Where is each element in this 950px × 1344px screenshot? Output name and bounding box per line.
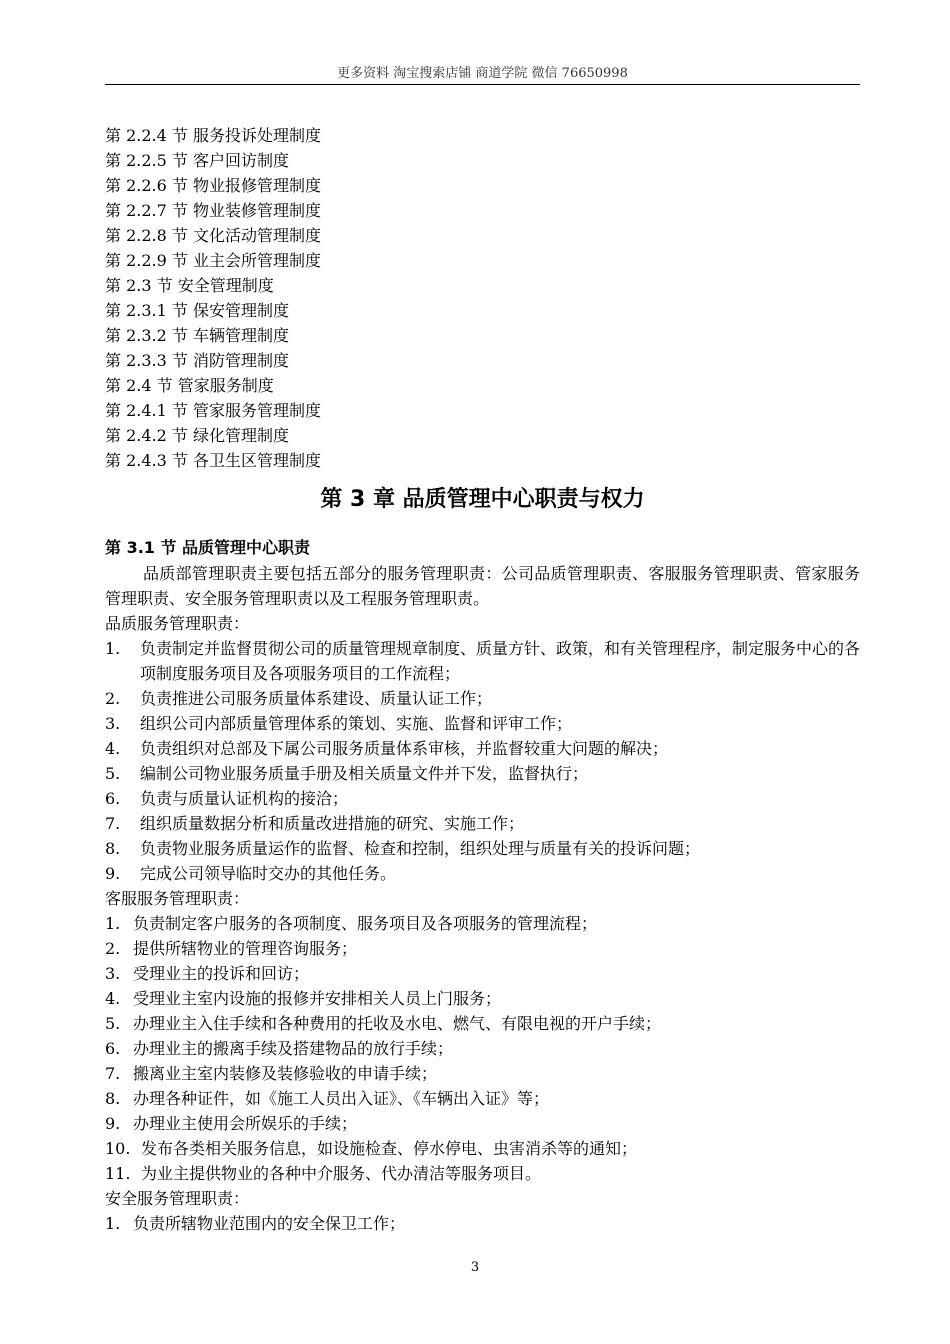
list-item	[105, 1011, 860, 1036]
customer-duties-list	[105, 911, 860, 1186]
item-number: 8.	[105, 839, 121, 858]
list-item	[105, 736, 860, 761]
item-text: 提供所辖物业的管理咨询服务；	[133, 939, 358, 958]
toc-line: 第 2.3.3 节 消防管理制度	[105, 351, 289, 370]
list-item	[105, 1036, 860, 1061]
list-item	[105, 961, 860, 986]
toc-line: 第 2.2.8 节 文化活动管理制度	[105, 226, 321, 245]
item-text: 负责制定并监督贯彻公司的质量管理规章制度、质量方针、政策，和有关管理程序，制定服务中心的各项制度服务项目及各项服务项目的工作流程；	[140, 639, 861, 683]
item-text: 负责组织对总部及下属公司服务质量体系审核，并监督较重大问题的解决；	[140, 739, 669, 758]
item-number: 3.	[105, 964, 121, 983]
toc-line: 第 2.4 节 管家服务制度	[105, 376, 274, 395]
item-text: 发布各类相关服务信息，如设施检查、停水停电、虫害消杀等的通知；	[141, 1139, 638, 1158]
item-number: 5.	[105, 764, 121, 783]
page-number: 3	[470, 1260, 480, 1275]
item-number: 6.	[105, 789, 121, 808]
list-item	[105, 1136, 860, 1161]
item-text: 搬离业主室内装修及装修验收的申请手续；	[133, 1064, 438, 1083]
item-number: 7.	[105, 1064, 121, 1083]
toc-line: 第 2.2.6 节 物业报修管理制度	[105, 176, 321, 195]
document-body	[105, 123, 860, 1236]
list-item	[105, 711, 860, 736]
quality-duties-list	[105, 636, 860, 886]
toc-line: 第 2.2.4 节 服务投诉处理制度	[105, 126, 321, 145]
list-item	[105, 1111, 860, 1136]
toc-line: 第 2.3 节 安全管理制度	[105, 276, 274, 295]
list-item	[105, 811, 860, 836]
list-item	[105, 1211, 860, 1236]
item-number: 3.	[105, 714, 121, 733]
section-intro: 品质部管理职责主要包括五部分的服务管理职责：公司品质管理职责、客服服务管理职责、管家服务管理职责、安全服务管理职责以及工程服务管理职责。	[105, 564, 860, 608]
list-item	[105, 686, 860, 711]
item-text: 办理业主的搬离手续及搭建物品的放行手续；	[133, 1039, 454, 1058]
toc-list	[105, 123, 860, 473]
toc-line: 第 2.4.2 节 绿化管理制度	[105, 426, 289, 445]
item-number: 9.	[105, 864, 121, 883]
item-number: 7.	[105, 814, 121, 833]
customer-duties-label: 客服服务管理职责：	[105, 889, 250, 908]
item-text: 完成公司领导临时交办的其他任务。	[140, 864, 397, 883]
security-duties-list	[105, 1211, 860, 1236]
list-item	[105, 861, 860, 886]
chapter-title: 第 3 章 品质管理中心职责与权力	[320, 487, 645, 512]
item-text: 负责制定客户服务的各项制度、服务项目及各项服务的管理流程；	[133, 914, 598, 933]
item-text: 负责推进公司服务质量体系建设、质量认证工作；	[140, 689, 493, 708]
list-item	[105, 1061, 860, 1086]
item-text: 负责所辖物业范围内的安全保卫工作；	[133, 1214, 406, 1233]
item-text: 受理业主室内设施的报修并安排相关人员上门服务；	[133, 989, 502, 1008]
section-title: 第 3.1 节 品质管理中心职责	[105, 538, 311, 557]
item-number: 1.	[105, 1214, 121, 1233]
item-text: 组织公司内部质量管理体系的策划、实施、监督和评审工作；	[140, 714, 573, 733]
list-item	[105, 936, 860, 961]
toc-line: 第 2.4.1 节 管家服务管理制度	[105, 401, 321, 420]
item-text: 办理业主入住手续和各种费用的托收及水电、燃气、有限电视的开户手续；	[133, 1014, 662, 1033]
item-number: 8.	[105, 1089, 121, 1108]
toc-line: 第 2.2.5 节 客户回访制度	[105, 151, 289, 170]
item-number: 4.	[105, 739, 121, 758]
list-item	[105, 836, 860, 861]
list-item	[105, 986, 860, 1011]
toc-line: 第 2.2.7 节 物业装修管理制度	[105, 201, 321, 220]
quality-duties-label: 品质服务管理职责：	[105, 614, 250, 633]
toc-line: 第 2.3.2 节 车辆管理制度	[105, 326, 289, 345]
item-number: 2.	[105, 689, 121, 708]
item-text: 编制公司物业服务质量手册及相关质量文件并下发，监督执行；	[140, 764, 589, 783]
list-item	[105, 636, 860, 686]
item-number: 11.	[105, 1164, 131, 1183]
page-header: 更多资料 淘宝搜索店铺 商道学院 微信 76650998	[105, 65, 860, 85]
toc-line: 第 2.3.1 节 保安管理制度	[105, 301, 289, 320]
item-text: 办理各种证件，如《施工人员出入证》、《车辆出入证》等；	[133, 1089, 550, 1108]
item-text: 负责物业服务质量运作的监督、检查和控制，组织处理与质量有关的投诉问题；	[140, 839, 701, 858]
list-item	[105, 911, 860, 936]
item-number: 10.	[105, 1139, 131, 1158]
item-text: 办理业主使用会所娱乐的手续；	[133, 1114, 358, 1133]
list-item	[105, 786, 860, 811]
item-number: 5.	[105, 1014, 121, 1033]
toc-line: 第 2.2.9 节 业主会所管理制度	[105, 251, 321, 270]
item-number: 4.	[105, 989, 121, 1008]
item-number: 9.	[105, 1114, 121, 1133]
toc-line: 第 2.4.3 节 各卫生区管理制度	[105, 451, 321, 470]
list-item	[105, 761, 860, 786]
security-duties-label: 安全服务管理职责：	[105, 1189, 250, 1208]
item-text: 受理业主的投诉和回访；	[133, 964, 310, 983]
item-text: 负责与质量认证机构的接洽；	[140, 789, 349, 808]
item-number: 2.	[105, 939, 121, 958]
item-text: 组织质量数据分析和质量改进措施的研究、实施工作；	[140, 814, 525, 833]
item-number: 6.	[105, 1039, 121, 1058]
item-number: 1.	[105, 914, 121, 933]
item-number: 1.	[105, 639, 121, 658]
list-item	[105, 1086, 860, 1111]
item-text: 为业主提供物业的各种中介服务、代办清洁等服务项目。	[141, 1164, 542, 1183]
list-item	[105, 1161, 860, 1186]
